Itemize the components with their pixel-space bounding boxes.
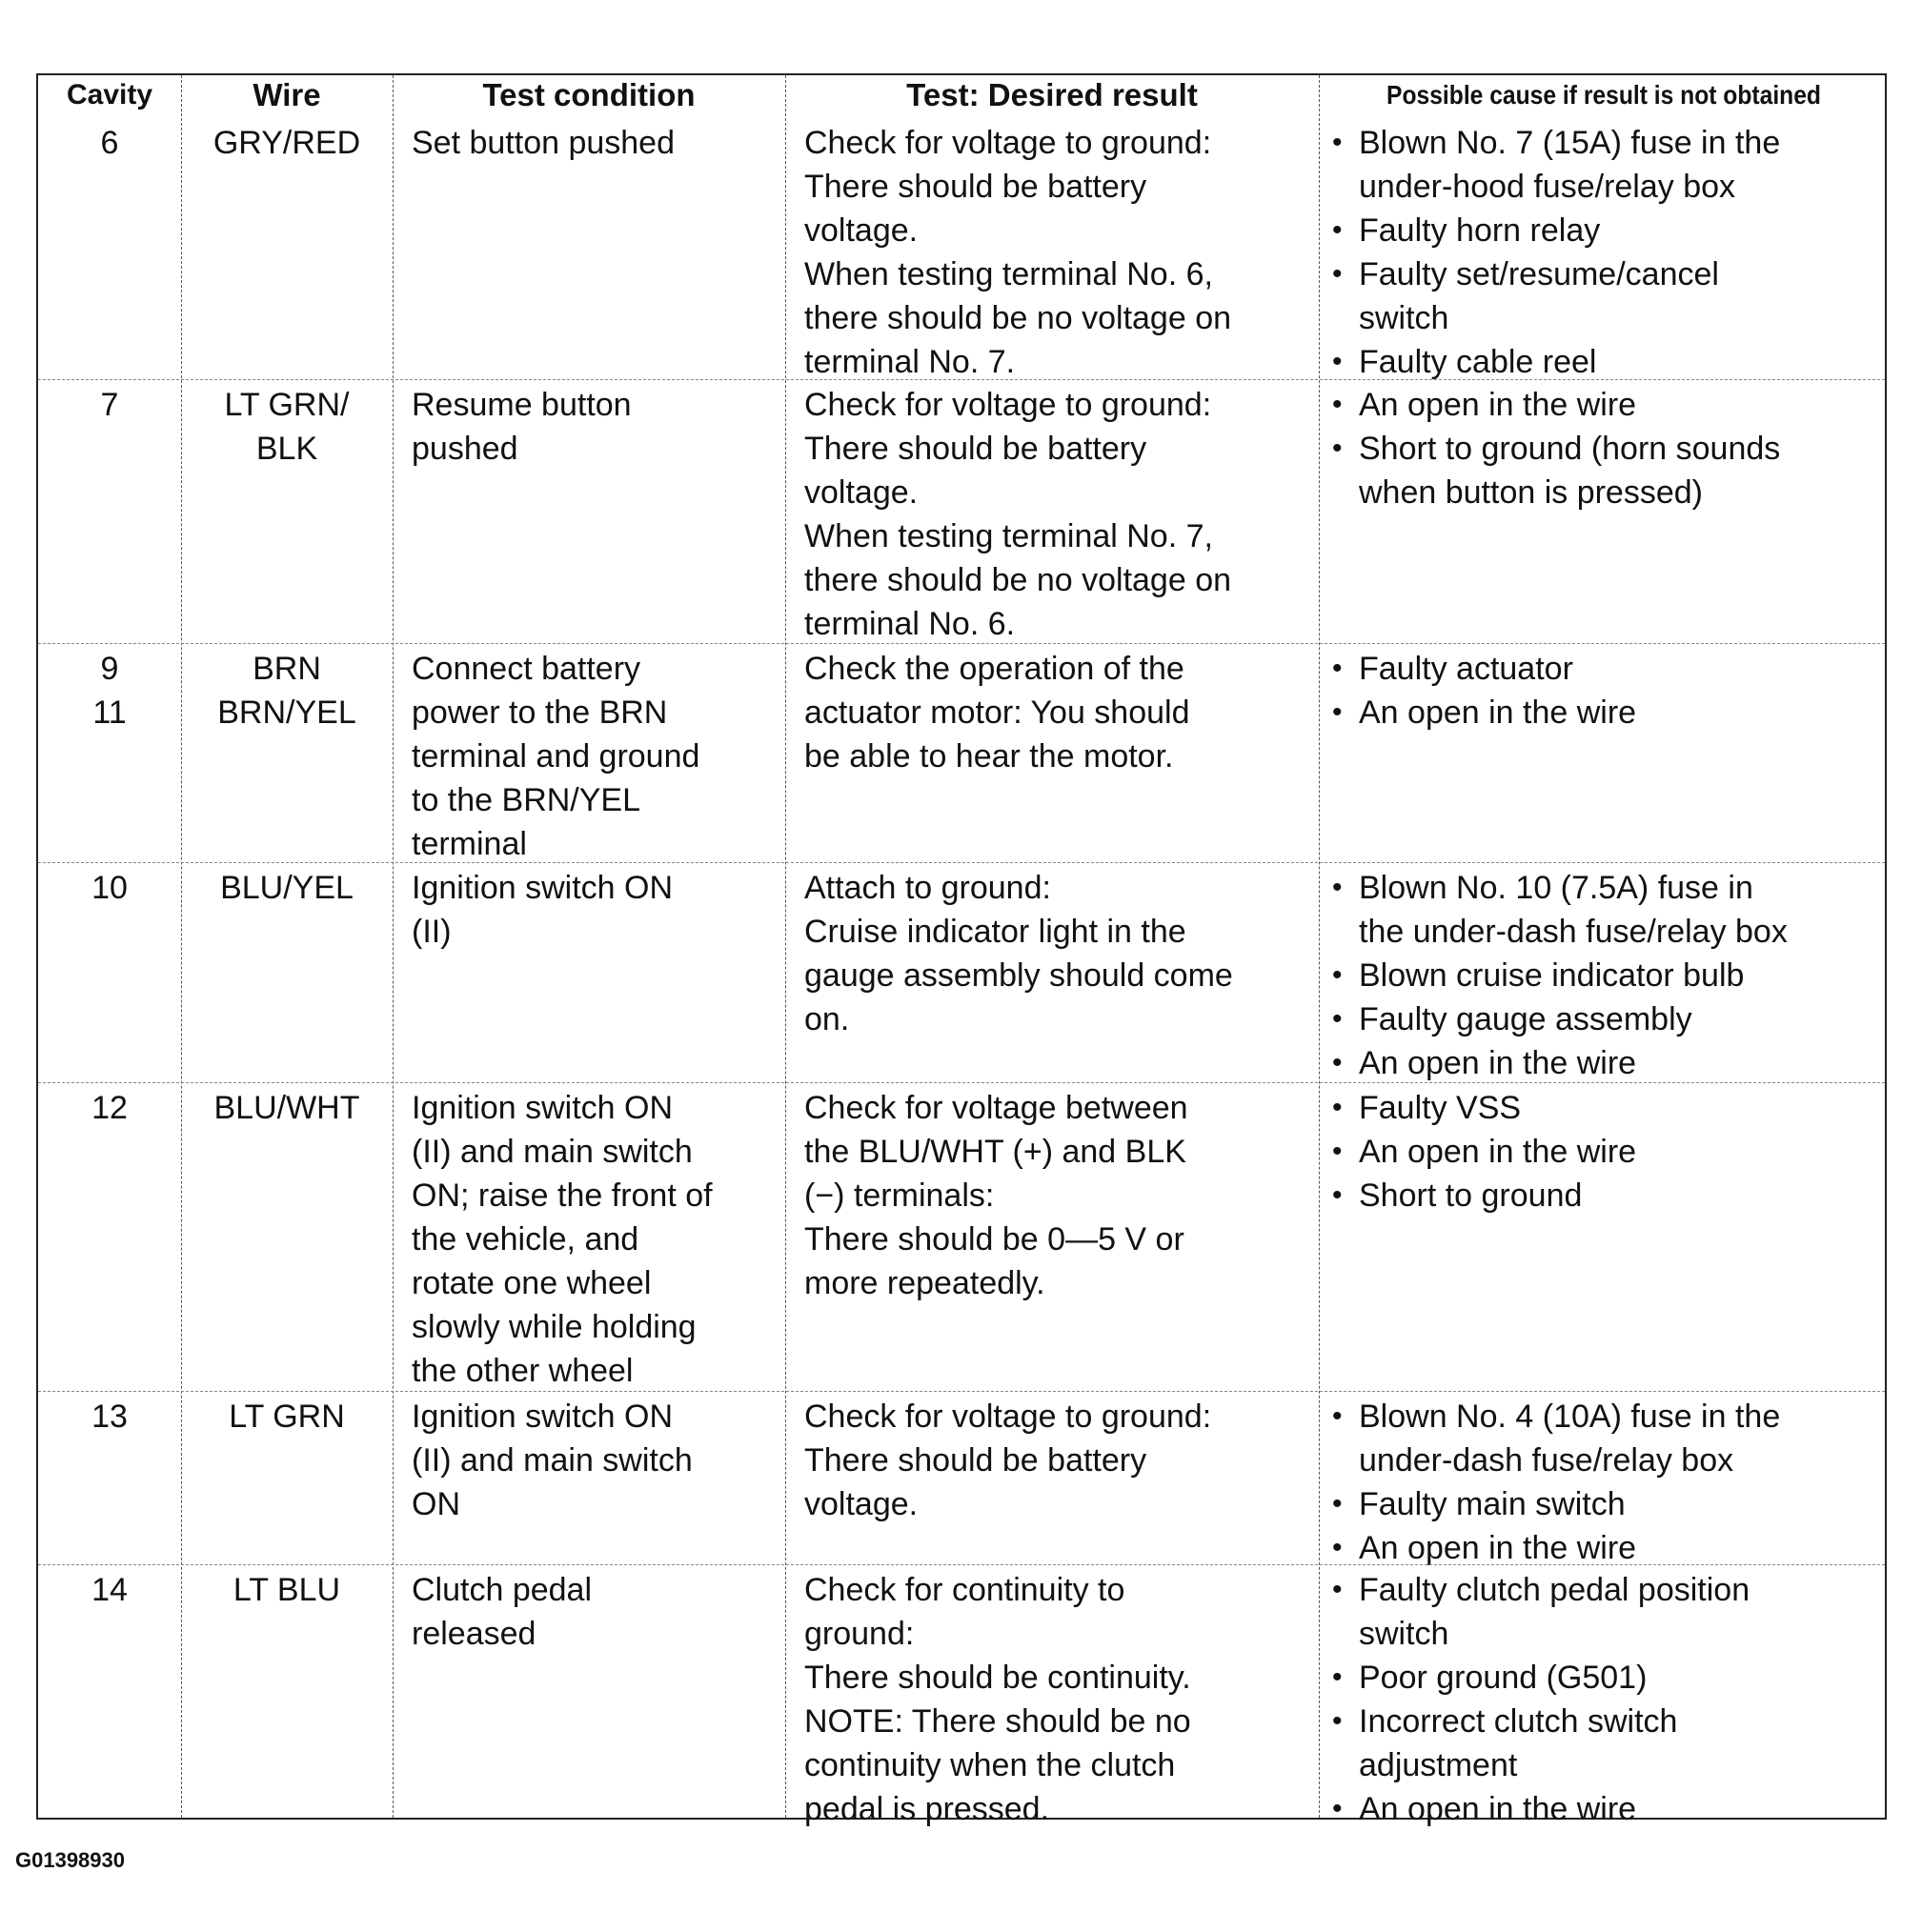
text-line: voltage. — [804, 474, 919, 511]
figure-id: G01398930 — [15, 1848, 125, 1872]
cavity-cell — [38, 1568, 181, 1612]
cause-list — [1325, 866, 1887, 1085]
header-cavity: Cavity — [66, 79, 153, 111]
cause-text: • Incorrect clutch switch — [1359, 1703, 1678, 1740]
test-condition-cell — [412, 1086, 785, 1393]
text-line: ground: — [804, 1616, 915, 1652]
list-item — [1325, 1700, 1887, 1787]
text-line: voltage. — [804, 212, 919, 249]
cause-text: under-dash fuse/relay box — [1359, 1442, 1734, 1479]
list-item — [1325, 383, 1887, 427]
text-line: (−) terminals: — [804, 1177, 995, 1214]
header-possible-cause: Possible cause if result is not obtained — [1386, 80, 1821, 110]
text-line: Ignition switch ON — [412, 870, 673, 906]
text-line: NOTE: There should be no — [804, 1703, 1191, 1740]
cause-text: • An open in the wire — [1359, 1530, 1637, 1566]
cause-list — [1325, 1086, 1887, 1218]
cavity-cell — [38, 1086, 181, 1130]
cause-text: • Blown No. 4 (10A) fuse in the — [1359, 1399, 1781, 1435]
cavity-cell — [38, 647, 181, 735]
text-line: There should be battery — [804, 169, 1147, 205]
cavity-cell — [38, 866, 181, 910]
text-line: Check for voltage between — [804, 1090, 1188, 1126]
text-line: terminal and ground — [412, 738, 700, 775]
text-line: the other wheel — [412, 1353, 634, 1389]
list-item — [1325, 954, 1887, 997]
text-line: Ignition switch ON — [412, 1090, 673, 1126]
possible-cause-cell — [1325, 121, 1887, 384]
text-line: There should be continuity. — [804, 1660, 1191, 1696]
text-line: pedal is pressed. — [804, 1791, 1050, 1827]
text-line: GRY/RED — [212, 125, 361, 161]
column-divider — [393, 75, 394, 1818]
text-line: 12 — [91, 1090, 128, 1126]
column-divider — [181, 75, 182, 1818]
cause-text: • Blown cruise indicator bulb — [1359, 957, 1745, 994]
text-line: Check for voltage to ground: — [804, 1399, 1212, 1435]
text-line: pushed — [412, 431, 518, 467]
list-item — [1325, 1041, 1887, 1085]
cause-list — [1325, 1395, 1887, 1570]
text-line: BRN — [253, 651, 321, 687]
test-condition-cell — [412, 1395, 785, 1526]
list-item — [1325, 427, 1887, 514]
cause-text: adjustment — [1359, 1747, 1518, 1783]
column-divider — [785, 75, 786, 1818]
test-condition-cell — [412, 866, 785, 954]
text-line: 6 — [100, 125, 119, 161]
list-item — [1325, 1656, 1887, 1700]
cause-text: • Short to ground (horn sounds — [1359, 431, 1781, 467]
text-line: voltage. — [804, 1486, 919, 1522]
list-item — [1325, 1482, 1887, 1526]
text-line: 14 — [91, 1572, 128, 1608]
text-line: on. — [804, 1001, 850, 1037]
cavity-cell — [38, 121, 181, 165]
text-line: power to the BRN — [412, 694, 668, 731]
desired-result-cell — [804, 383, 1319, 646]
list-item — [1325, 1568, 1887, 1656]
wire-cell — [181, 1568, 393, 1612]
text-line: Clutch pedal — [412, 1572, 593, 1608]
cause-text: • An open in the wire — [1359, 1045, 1637, 1081]
test-condition-cell — [412, 383, 785, 471]
text-line: be able to hear the motor. — [804, 738, 1174, 775]
list-item — [1325, 340, 1887, 384]
cause-text: • Blown No. 7 (15A) fuse in the — [1359, 125, 1781, 161]
text-line: actuator motor: You should — [804, 694, 1190, 731]
text-line: Attach to ground: — [804, 870, 1051, 906]
text-line: Resume button — [412, 387, 632, 423]
cause-text: • Poor ground (G501) — [1359, 1660, 1648, 1696]
text-line: LT BLU — [233, 1572, 341, 1608]
header-wire: Wire — [253, 77, 321, 112]
cause-text: switch — [1359, 1616, 1449, 1652]
text-line: There should be battery — [804, 431, 1147, 467]
possible-cause-cell — [1325, 1568, 1887, 1831]
list-item — [1325, 866, 1887, 954]
list-item — [1325, 647, 1887, 691]
text-line: LT GRN/ — [224, 387, 350, 423]
cause-text: when button is pressed) — [1359, 474, 1703, 511]
text-line: terminal No. 7. — [804, 344, 1016, 380]
possible-cause-cell — [1325, 1086, 1887, 1218]
list-item — [1325, 1395, 1887, 1482]
list-item — [1325, 1130, 1887, 1174]
text-line: released — [412, 1616, 536, 1652]
cavity-cell — [38, 383, 181, 427]
text-line: Check for voltage to ground: — [804, 387, 1212, 423]
text-line: There should be 0—5 V or — [804, 1221, 1184, 1258]
cause-text: • Faulty set/resume/cancel — [1359, 256, 1719, 292]
text-line: BRN/YEL — [217, 694, 356, 731]
row-divider — [38, 379, 1885, 380]
text-line: Connect battery — [412, 651, 641, 687]
text-line: Cruise indicator light in the — [804, 914, 1186, 950]
cause-text: • Faulty cable reel — [1359, 344, 1597, 380]
text-line: gauge assembly should come — [804, 957, 1233, 994]
text-line: Check for voltage to ground: — [804, 125, 1212, 161]
test-condition-cell — [412, 121, 785, 165]
cause-text: • An open in the wire — [1359, 694, 1637, 731]
cause-text: • Faulty clutch pedal position — [1359, 1572, 1750, 1608]
text-line: rotate one wheel — [412, 1265, 652, 1301]
text-line: the vehicle, and — [412, 1221, 639, 1258]
text-line: 11 — [92, 694, 127, 731]
text-line: 9 — [100, 651, 119, 687]
cause-text: • An open in the wire — [1359, 387, 1637, 423]
possible-cause-cell — [1325, 647, 1887, 735]
list-item — [1325, 252, 1887, 340]
text-line: terminal — [412, 826, 527, 862]
text-line: When testing terminal No. 6, — [804, 256, 1213, 292]
text-line: BLK — [255, 431, 318, 467]
wire-cell — [181, 866, 393, 910]
list-item — [1325, 209, 1887, 252]
diagnostic-table — [36, 73, 1887, 1827]
desired-result-cell — [804, 866, 1319, 1041]
possible-cause-cell — [1325, 1395, 1887, 1570]
text-line: terminal No. 6. — [804, 606, 1016, 642]
cause-text: • Faulty main switch — [1359, 1486, 1626, 1522]
list-item — [1325, 1086, 1887, 1130]
cause-list — [1325, 383, 1887, 514]
cause-text: switch — [1359, 300, 1449, 336]
wire-cell — [181, 1395, 393, 1439]
text-line: there should be no voltage on — [804, 300, 1232, 336]
desired-result-cell — [804, 1568, 1319, 1831]
list-item — [1325, 121, 1887, 209]
wire-cell — [181, 383, 393, 471]
text-line: to the BRN/YEL — [412, 782, 641, 818]
text-line: Check the operation of the — [804, 651, 1184, 687]
text-line: Set button pushed — [412, 125, 676, 161]
text-line: ON — [412, 1486, 460, 1522]
text-line: Check for continuity to — [804, 1572, 1125, 1608]
text-line: (II) — [412, 914, 452, 950]
desired-result-cell — [804, 1395, 1319, 1526]
row-divider — [38, 1082, 1885, 1083]
cause-text: • Faulty VSS — [1359, 1090, 1522, 1126]
row-divider — [38, 1564, 1885, 1565]
text-line: BLU/WHT — [213, 1090, 360, 1126]
cause-list — [1325, 1568, 1887, 1831]
cavity-cell — [38, 1395, 181, 1439]
desired-result-cell — [804, 647, 1319, 778]
text-line: the BLU/WHT (+) and BLK — [804, 1134, 1186, 1170]
wire-cell — [181, 121, 393, 165]
column-divider — [1319, 75, 1320, 1818]
text-line: BLU/YEL — [220, 870, 354, 906]
cause-text: • An open in the wire — [1359, 1134, 1637, 1170]
text-line: 7 — [100, 387, 119, 423]
cause-text: under-hood fuse/relay box — [1359, 169, 1736, 205]
cause-text: • Faulty horn relay — [1359, 212, 1601, 249]
text-line: ON; raise the front of — [412, 1177, 713, 1214]
text-line: continuity when the clutch — [804, 1747, 1176, 1783]
list-item — [1325, 1174, 1887, 1218]
cause-text: • Faulty gauge assembly — [1359, 1001, 1692, 1037]
cause-text: • Blown No. 10 (7.5A) fuse in — [1359, 870, 1753, 906]
row-divider — [38, 1391, 1885, 1392]
text-line: 13 — [91, 1399, 128, 1435]
text-line: there should be no voltage on — [804, 562, 1232, 598]
text-line: slowly while holding — [412, 1309, 697, 1345]
cause-list — [1325, 647, 1887, 735]
cause-text: • Short to ground — [1359, 1177, 1583, 1214]
header-test-condition: Test condition — [482, 77, 696, 112]
list-item — [1325, 1787, 1887, 1831]
text-line: (II) and main switch — [412, 1134, 693, 1170]
test-condition-cell — [412, 1568, 785, 1656]
row-divider — [38, 862, 1885, 863]
cause-list — [1325, 121, 1887, 384]
cause-text: the under-dash fuse/relay box — [1359, 914, 1788, 950]
text-line: There should be battery — [804, 1442, 1147, 1479]
list-item — [1325, 691, 1887, 735]
header-desired-result: Test: Desired result — [906, 77, 1198, 112]
text-line: LT GRN — [229, 1399, 345, 1435]
text-line: more repeatedly. — [804, 1265, 1045, 1301]
desired-result-cell — [804, 121, 1319, 384]
row-divider — [38, 643, 1885, 644]
desired-result-cell — [804, 1086, 1319, 1305]
wire-cell — [181, 1086, 393, 1130]
text-line: Ignition switch ON — [412, 1399, 673, 1435]
possible-cause-cell — [1325, 866, 1887, 1085]
list-item — [1325, 997, 1887, 1041]
test-condition-cell — [412, 647, 785, 866]
text-line: 10 — [91, 870, 128, 906]
cause-text: • An open in the wire — [1359, 1791, 1637, 1827]
cause-text: • Faulty actuator — [1359, 651, 1573, 687]
text-line: (II) and main switch — [412, 1442, 693, 1479]
possible-cause-cell — [1325, 383, 1887, 514]
wire-cell — [181, 647, 393, 735]
text-line: When testing terminal No. 7, — [804, 518, 1213, 554]
